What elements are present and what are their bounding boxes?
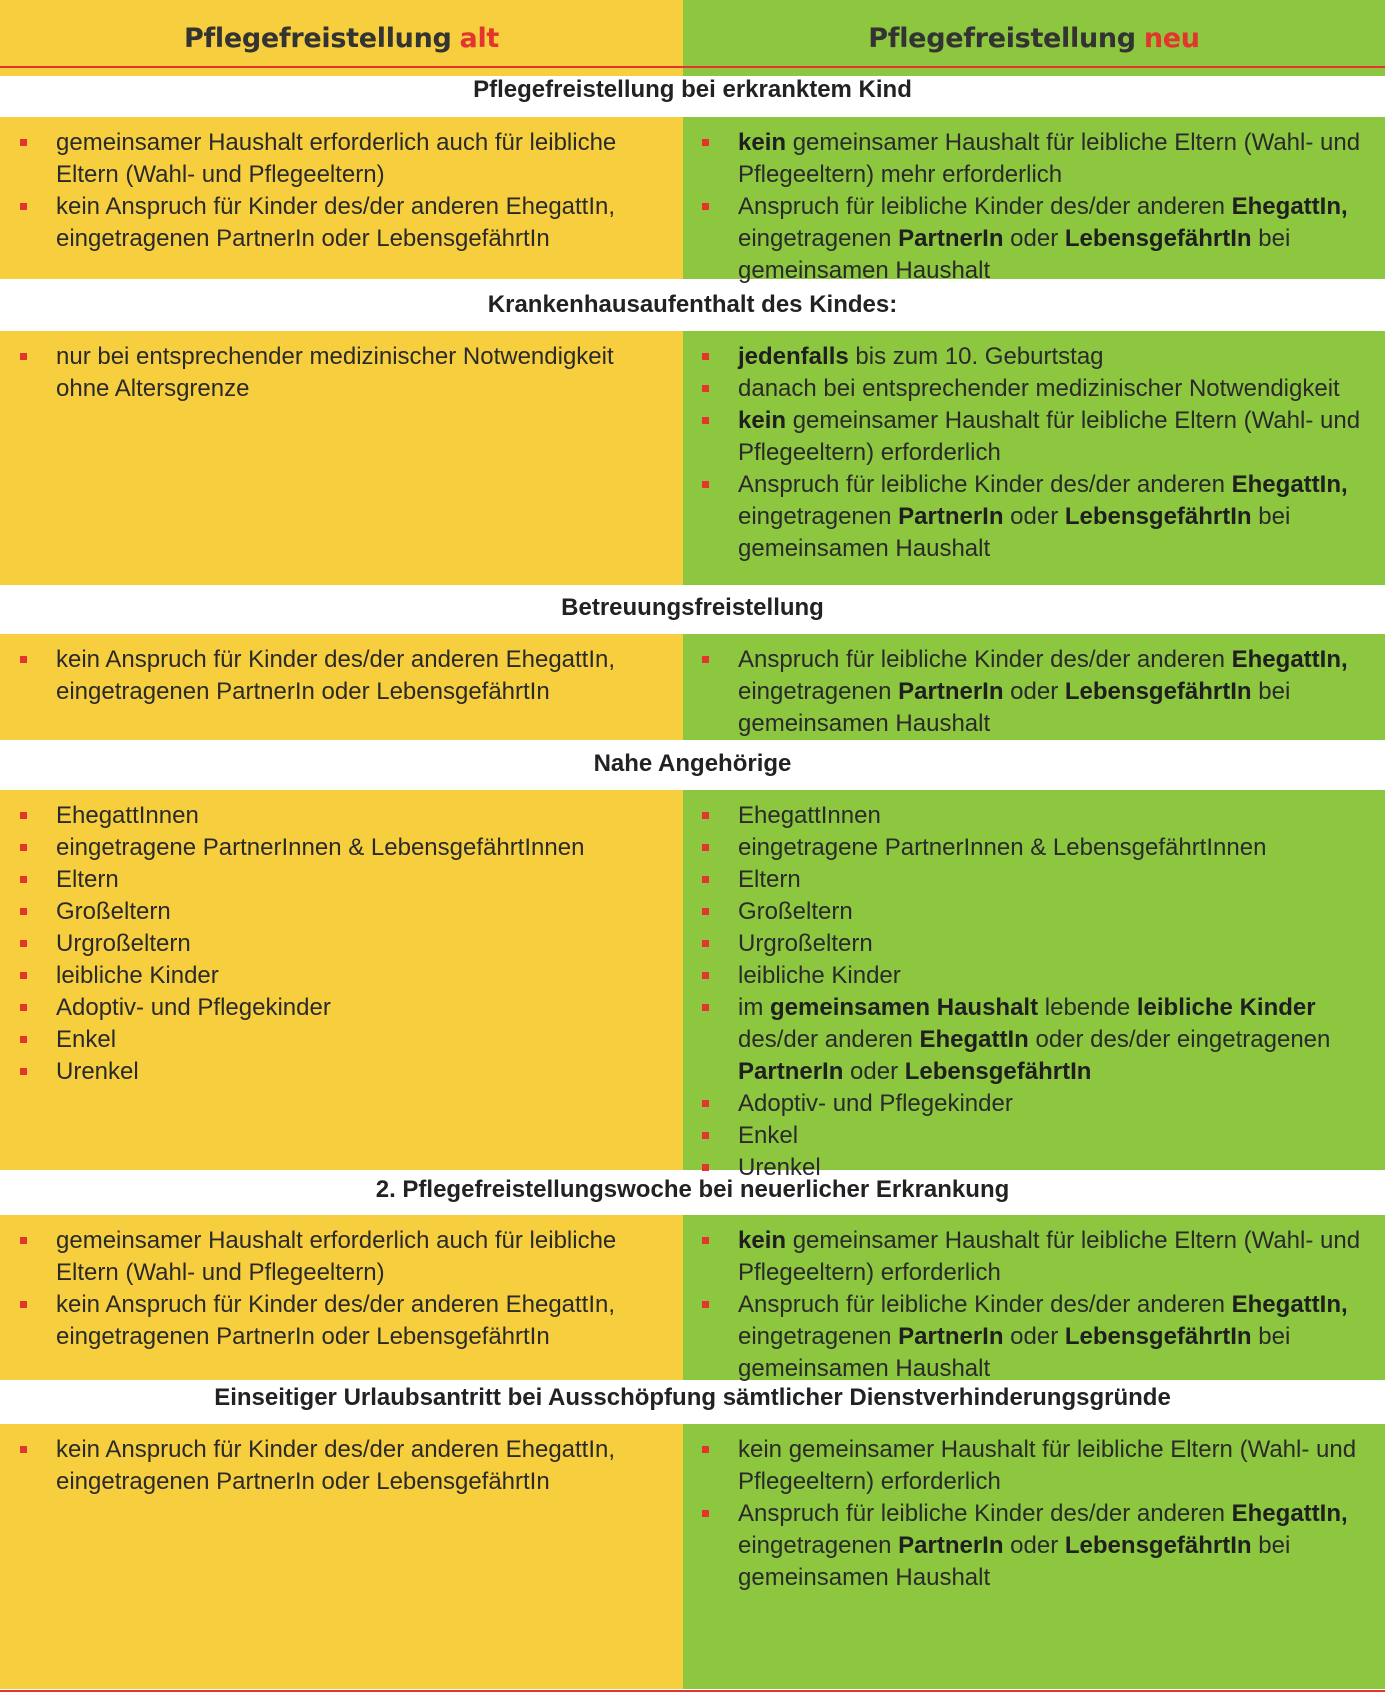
item-text: oder	[1003, 1323, 1065, 1350]
bullet-icon	[20, 203, 27, 210]
item-text: oder	[843, 1058, 905, 1085]
list-item	[56, 127, 673, 191]
list-item	[738, 1498, 1377, 1594]
item-text: bei gemeinsamen Haushalt	[738, 678, 1291, 737]
item-text: Urenkel	[738, 1154, 821, 1181]
bullet-icon	[702, 385, 709, 392]
list-item	[56, 864, 673, 896]
list-item	[56, 1289, 673, 1353]
old-list	[56, 341, 673, 405]
old-list	[56, 1225, 673, 1353]
new-cell	[683, 117, 1385, 284]
bullet-icon	[20, 972, 27, 979]
item-text: EhegattInnen	[56, 802, 199, 829]
section-row	[0, 1215, 1385, 1380]
list-item	[738, 644, 1377, 740]
list-item	[738, 864, 1377, 896]
bullet-icon	[702, 481, 709, 488]
bullet-icon	[702, 972, 709, 979]
bold-text: gemeinsamen Haushalt	[770, 994, 1039, 1021]
bullet-icon	[702, 876, 709, 883]
item-text: Anspruch für leibliche Kinder des/der anderen	[738, 193, 1232, 220]
old-cell	[0, 117, 683, 279]
list-item	[738, 1289, 1377, 1385]
bold-text: LebensgefährtIn	[904, 1058, 1092, 1085]
bullet-icon	[702, 1446, 709, 1453]
bold-text: kein	[738, 407, 787, 434]
list-item	[738, 1434, 1377, 1498]
list-item	[738, 1225, 1377, 1289]
item-text: im	[738, 994, 770, 1021]
item-text: kein Anspruch für Kinder des/der anderen EhegattIn, eingetragenen PartnerIn oder LebensgefährtIn	[56, 193, 616, 252]
header-new-column	[683, 0, 1385, 76]
header-new-accent: neu	[1143, 22, 1200, 54]
list-item	[738, 928, 1377, 960]
bullet-icon	[20, 353, 27, 360]
item-text: lebende	[1038, 994, 1137, 1021]
item-text: eingetragene PartnerInnen & LebensgefährtInnen	[738, 834, 1267, 861]
old-cell	[0, 331, 683, 585]
bullet-icon	[20, 1446, 27, 1453]
item-text: gemeinsamer Haushalt erforderlich auch für leibliche Eltern (Wahl- und Pflegeeltern)	[56, 1227, 617, 1286]
list-item	[738, 191, 1377, 287]
bullet-icon	[702, 1164, 709, 1171]
item-text: bis zum 10. Geburtstag	[848, 343, 1104, 370]
bullet-icon	[20, 1004, 27, 1011]
item-text: kein Anspruch für Kinder des/der anderen EhegattIn, eingetragenen PartnerIn oder LebensgefährtIn	[56, 646, 616, 705]
bullet-icon	[702, 417, 709, 424]
item-text: leibliche Kinder	[738, 962, 901, 989]
item-text: oder	[1003, 1532, 1065, 1559]
header-new-title: Pflegefreistellung	[868, 22, 1136, 54]
item-text: Adoptiv- und Pflegekinder	[56, 994, 331, 1021]
item-text: Anspruch für leibliche Kinder des/der anderen	[738, 1291, 1232, 1318]
new-list	[738, 1225, 1377, 1385]
list-item	[738, 1120, 1377, 1152]
list-item	[56, 800, 673, 832]
item-text: eingetragenen	[738, 1323, 899, 1350]
bold-text: LebensgefährtIn	[1064, 503, 1252, 530]
item-text: oder	[1003, 225, 1065, 252]
new-list	[738, 644, 1377, 740]
list-item	[56, 832, 673, 864]
new-cell	[683, 1215, 1385, 1380]
item-text: oder des/der eingetragenen	[1028, 1026, 1331, 1053]
table-header	[0, 0, 1385, 76]
item-text: bei gemeinsamen Haushalt	[738, 1532, 1291, 1591]
list-item	[738, 341, 1377, 373]
item-text: EhegattInnen	[738, 802, 881, 829]
bold-text: kein	[738, 129, 787, 156]
item-text: danach bei entsprechender medizinischer Notwendigkeit	[738, 375, 1340, 402]
item-text: eingetragenen	[738, 225, 899, 252]
old-list	[56, 800, 673, 1088]
bold-text: EhegattIn,	[1231, 471, 1348, 498]
header-divider	[0, 66, 1385, 68]
bullet-icon	[702, 1301, 709, 1308]
new-cell	[683, 1424, 1385, 1689]
item-text: leibliche Kinder	[56, 962, 219, 989]
bullet-icon	[20, 1036, 27, 1043]
list-item	[56, 928, 673, 960]
list-item	[738, 896, 1377, 928]
item-text: gemeinsamer Haushalt für leibliche Eltern (Wahl- und Pflegeeltern) erforderlich	[738, 1227, 1361, 1286]
bullet-icon	[20, 139, 27, 146]
bullet-icon	[702, 1004, 709, 1011]
list-item	[738, 960, 1377, 992]
old-list	[56, 644, 673, 708]
list-item	[738, 800, 1377, 832]
list-item	[738, 469, 1377, 565]
list-item	[56, 1056, 673, 1088]
list-item	[56, 1434, 673, 1498]
bold-text: PartnerIn	[898, 503, 1004, 530]
new-list	[738, 800, 1377, 1184]
list-item	[738, 832, 1377, 864]
bullet-icon	[702, 139, 709, 146]
item-text: gemeinsamer Haushalt für leibliche Eltern (Wahl- und Pflegeeltern) mehr erforderlich	[738, 129, 1361, 188]
bold-text: leibliche Kinder	[1136, 994, 1316, 1021]
bold-text: kein	[738, 1227, 787, 1254]
bullet-icon	[20, 1068, 27, 1075]
bullet-icon	[702, 1237, 709, 1244]
item-text: oder	[1003, 678, 1065, 705]
item-text: Enkel	[56, 1026, 117, 1053]
item-text: bei gemeinsamen Haushalt	[738, 1323, 1291, 1382]
new-cell	[683, 331, 1385, 585]
item-text: bei gemeinsamen Haushalt	[738, 503, 1291, 562]
bullet-icon	[20, 812, 27, 819]
item-text: kein gemeinsamer Haushalt für leibliche Eltern (Wahl- und Pflegeeltern) erforderlich	[738, 1436, 1357, 1495]
list-item	[738, 405, 1377, 469]
bullet-icon	[702, 1510, 709, 1517]
list-item	[56, 1024, 673, 1056]
header-old-column	[0, 0, 683, 76]
section-row	[0, 790, 1385, 1181]
item-text: Anspruch für leibliche Kinder des/der anderen	[738, 471, 1232, 498]
item-text: eingetragenen	[738, 678, 899, 705]
old-cell	[0, 1215, 683, 1380]
item-text: oder	[1003, 503, 1065, 530]
bullet-icon	[20, 656, 27, 663]
bold-text: jedenfalls	[738, 343, 849, 370]
item-text: Urenkel	[56, 1058, 139, 1085]
header-old-title: Pflegefreistellung	[183, 22, 452, 54]
list-item	[56, 341, 673, 405]
new-list	[738, 1434, 1377, 1594]
list-item	[56, 992, 673, 1024]
section-row	[0, 1424, 1385, 1689]
item-text: des/der anderen	[738, 1026, 920, 1053]
bold-text: LebensgefährtIn	[1064, 1532, 1252, 1559]
bold-text: LebensgefährtIn	[1064, 678, 1252, 705]
bullet-icon	[20, 940, 27, 947]
bullet-icon	[702, 908, 709, 915]
old-list	[56, 127, 673, 255]
section-title: Betreuungsfreistellung	[561, 594, 824, 621]
list-item	[738, 127, 1377, 191]
item-text: Großeltern	[56, 898, 171, 925]
item-text: Enkel	[738, 1122, 799, 1149]
bullet-icon	[702, 812, 709, 819]
bullet-icon	[702, 1100, 709, 1107]
item-text: gemeinsamer Haushalt für leibliche Eltern (Wahl- und Pflegeeltern) erforderlich	[738, 407, 1361, 466]
bold-text: PartnerIn	[898, 225, 1004, 252]
bold-text: PartnerIn	[898, 678, 1004, 705]
item-text: Adoptiv- und Pflegekinder	[738, 1090, 1013, 1117]
item-text: kein Anspruch für Kinder des/der anderen EhegattIn, eingetragenen PartnerIn oder LebensgefährtIn	[56, 1291, 616, 1350]
item-text: eingetragenen	[738, 1532, 899, 1559]
item-text: Anspruch für leibliche Kinder des/der anderen	[738, 1500, 1232, 1527]
bullet-icon	[702, 940, 709, 947]
bold-text: LebensgefährtIn	[1064, 1323, 1252, 1350]
item-text: gemeinsamer Haushalt erforderlich auch für leibliche Eltern (Wahl- und Pflegeeltern)	[56, 129, 617, 188]
item-text: Großeltern	[738, 898, 853, 925]
section-title: Krankenhausaufenthalt des Kindes:	[487, 291, 898, 318]
item-text: Anspruch für leibliche Kinder des/der anderen	[738, 646, 1232, 673]
item-text: eingetragenen	[738, 503, 899, 530]
bold-text: EhegattIn,	[1231, 193, 1348, 220]
bullet-icon	[702, 656, 709, 663]
bold-text: EhegattIn,	[1231, 646, 1348, 673]
bold-text: EhegattIn,	[1231, 1291, 1348, 1318]
bold-text: PartnerIn	[738, 1058, 844, 1085]
old-cell	[0, 790, 683, 1170]
bullet-icon	[702, 844, 709, 851]
bold-text: EhegattIn	[919, 1026, 1029, 1053]
item-text: eingetragene PartnerInnen & LebensgefährtInnen	[56, 834, 585, 861]
list-item	[56, 960, 673, 992]
bullet-icon	[20, 876, 27, 883]
new-list	[738, 127, 1377, 287]
bullet-icon	[702, 203, 709, 210]
footer-divider	[0, 1690, 1385, 1692]
item-text: Eltern	[56, 866, 119, 893]
bullet-icon	[20, 844, 27, 851]
bullet-icon	[20, 1301, 27, 1308]
section-title: Einseitiger Urlaubsantritt bei Ausschöpfung sämtlicher Dienstverhinderungsgründe	[214, 1384, 1171, 1411]
new-list	[738, 341, 1377, 565]
bold-text: PartnerIn	[898, 1532, 1004, 1559]
bullet-icon	[20, 908, 27, 915]
bullet-icon	[20, 1237, 27, 1244]
section-row	[0, 331, 1385, 585]
section-title: 2. Pflegefreistellungswoche bei neuerlicher Erkrankung	[375, 1176, 1010, 1203]
item-text: kein Anspruch für Kinder des/der anderen EhegattIn, eingetragenen PartnerIn oder LebensgefährtIn	[56, 1436, 616, 1495]
old-cell	[0, 634, 683, 740]
new-cell	[683, 634, 1385, 740]
bold-text: PartnerIn	[898, 1323, 1004, 1350]
bullet-icon	[702, 353, 709, 360]
item-text: Urgroßeltern	[56, 930, 191, 957]
list-item	[738, 1088, 1377, 1120]
old-cell	[0, 1424, 683, 1689]
section-title: Nahe Angehörige	[593, 750, 792, 777]
section-row	[0, 634, 1385, 740]
item-text: nur bei entsprechender medizinischer Notwendigkeit ohne Altersgrenze	[56, 343, 614, 402]
list-item	[738, 992, 1377, 1088]
list-item	[56, 644, 673, 708]
list-item	[56, 896, 673, 928]
bold-text: EhegattIn,	[1231, 1500, 1348, 1527]
new-cell	[683, 790, 1385, 1181]
list-item	[738, 373, 1377, 405]
list-item	[56, 191, 673, 255]
list-item	[56, 1225, 673, 1289]
item-text: Urgroßeltern	[738, 930, 873, 957]
section-row	[0, 117, 1385, 284]
bullet-icon	[702, 1132, 709, 1139]
section-title: Pflegefreistellung bei erkranktem Kind	[473, 76, 912, 103]
item-text: Eltern	[738, 866, 801, 893]
old-list	[56, 1434, 673, 1498]
bold-text: LebensgefährtIn	[1064, 225, 1252, 252]
item-text: bei gemeinsamen Haushalt	[738, 225, 1291, 284]
header-old-accent: alt	[459, 22, 500, 54]
